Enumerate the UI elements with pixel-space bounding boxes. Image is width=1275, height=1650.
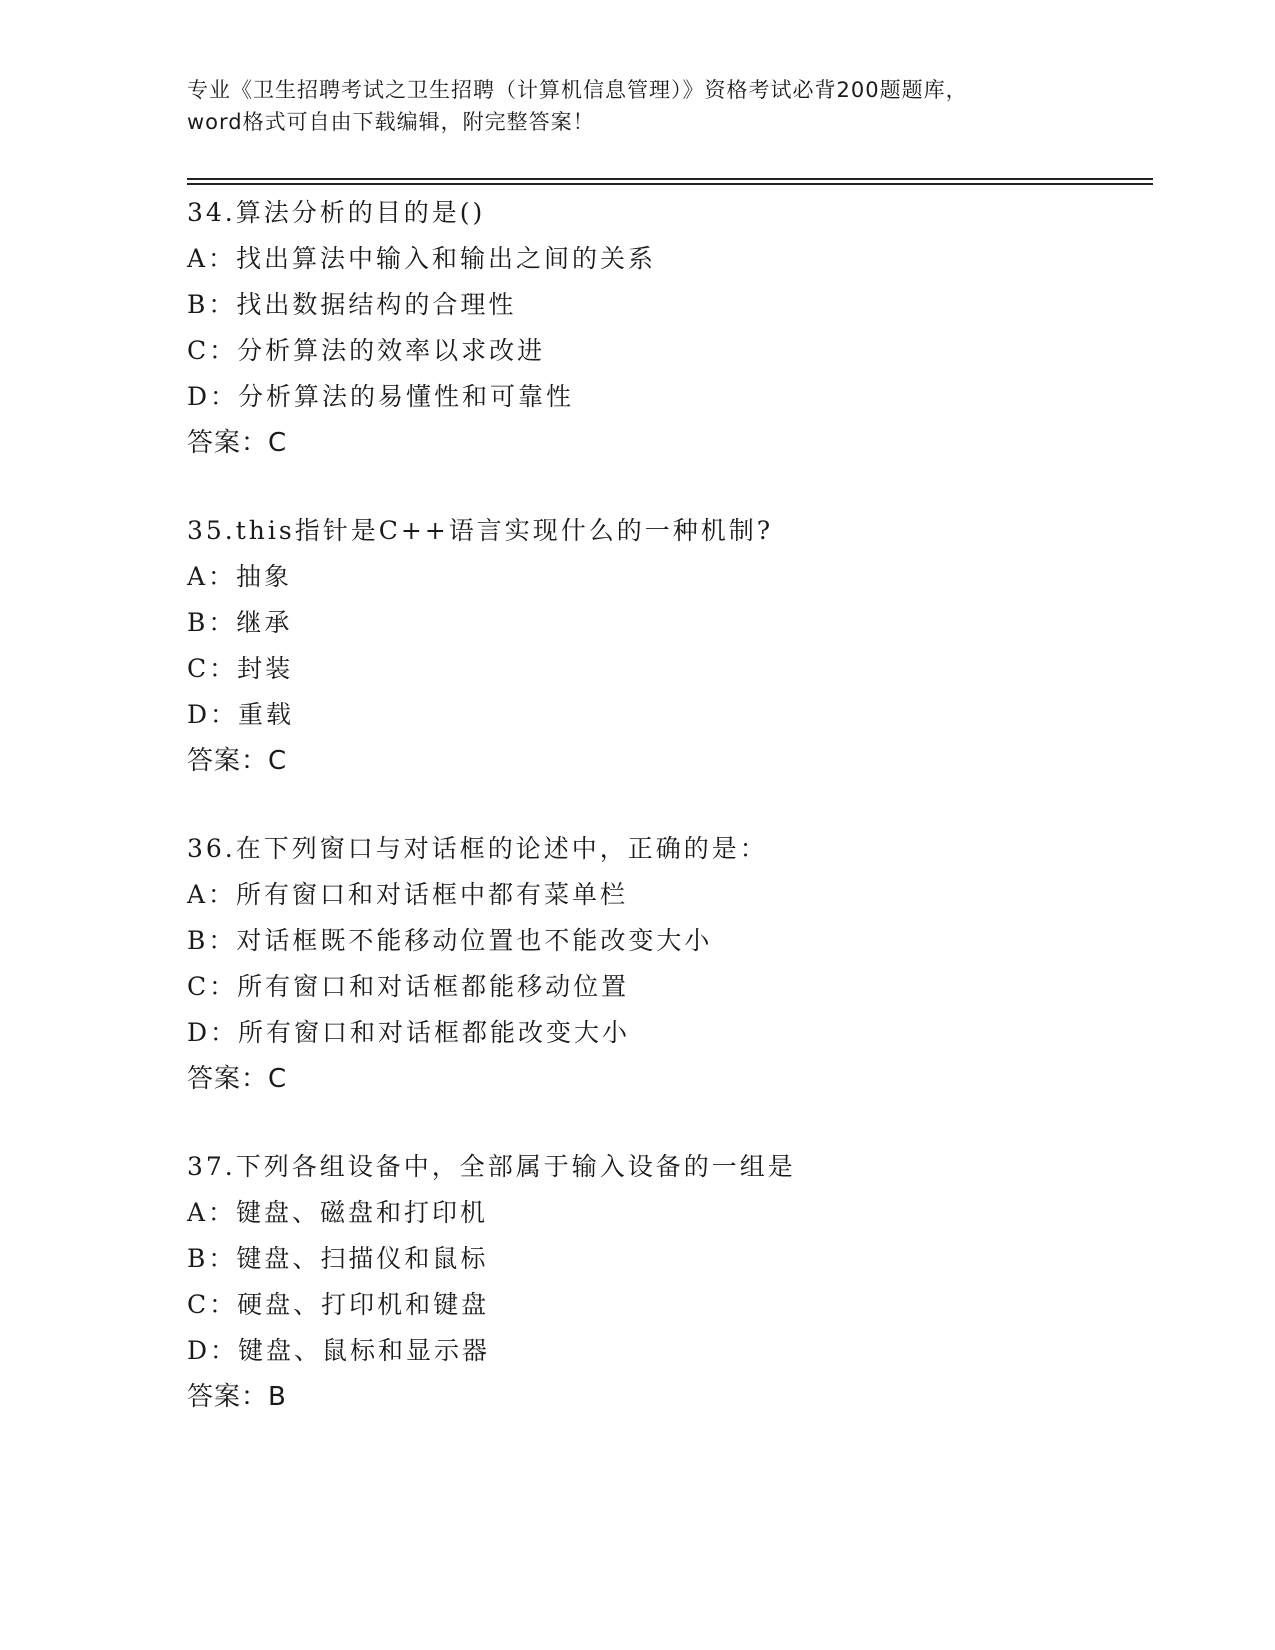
option-d: D：重载 [187, 700, 295, 729]
question-35 [187, 508, 1147, 784]
option-d: D：键盘、鼠标和显示器 [187, 1336, 491, 1365]
option-a: A：键盘、磁盘和打印机 [187, 1198, 489, 1227]
option-b: B：对话框既不能移动位置也不能改变大小 [187, 926, 713, 955]
option-a: A：找出算法中输入和输出之间的关系 [187, 244, 657, 273]
option-d: D：所有窗口和对话框都能改变大小 [187, 1018, 631, 1047]
question-stem: 36.在下列窗口与对话框的论述中，正确的是： [187, 834, 768, 863]
option-d: D：分析算法的易懂性和可靠性 [187, 382, 575, 411]
header-line-2: word格式可自由下载编辑，附完整答案！ [187, 110, 595, 134]
question-stem: 35.this指针是C++语言实现什么的一种机制? [187, 516, 774, 545]
option-b: B：找出数据结构的合理性 [187, 290, 517, 319]
answer-line: 答案：B [187, 1382, 287, 1412]
answer-line: 答案：C [187, 746, 288, 776]
option-b: B：键盘、扫描仪和鼠标 [187, 1244, 489, 1273]
option-c: C：封装 [187, 654, 294, 683]
option-b: B：继承 [187, 608, 293, 637]
question-37 [187, 1144, 1147, 1420]
option-a: A：所有窗口和对话框中都有菜单栏 [187, 880, 629, 909]
document-header [187, 74, 1087, 138]
question-36 [187, 826, 1147, 1102]
option-c: C：硬盘、打印机和键盘 [187, 1290, 490, 1319]
question-stem: 34.算法分析的目的是() [187, 198, 486, 227]
option-c: C：分析算法的效率以求改进 [187, 336, 546, 365]
question-list [187, 190, 1147, 1462]
question-stem: 37.下列各组设备中，全部属于输入设备的一组是 [187, 1152, 796, 1181]
question-34 [187, 190, 1147, 466]
header-divider-top [187, 178, 1153, 180]
answer-line: 答案：C [187, 428, 288, 458]
option-a: A：抽象 [187, 562, 293, 591]
header-line-1: 专业《卫生招聘考试之卫生招聘（计算机信息管理）》资格考试必背200题题库， [187, 78, 968, 102]
header-divider-bottom [187, 183, 1153, 185]
option-c: C：所有窗口和对话框都能移动位置 [187, 972, 630, 1001]
answer-line: 答案：C [187, 1064, 288, 1094]
